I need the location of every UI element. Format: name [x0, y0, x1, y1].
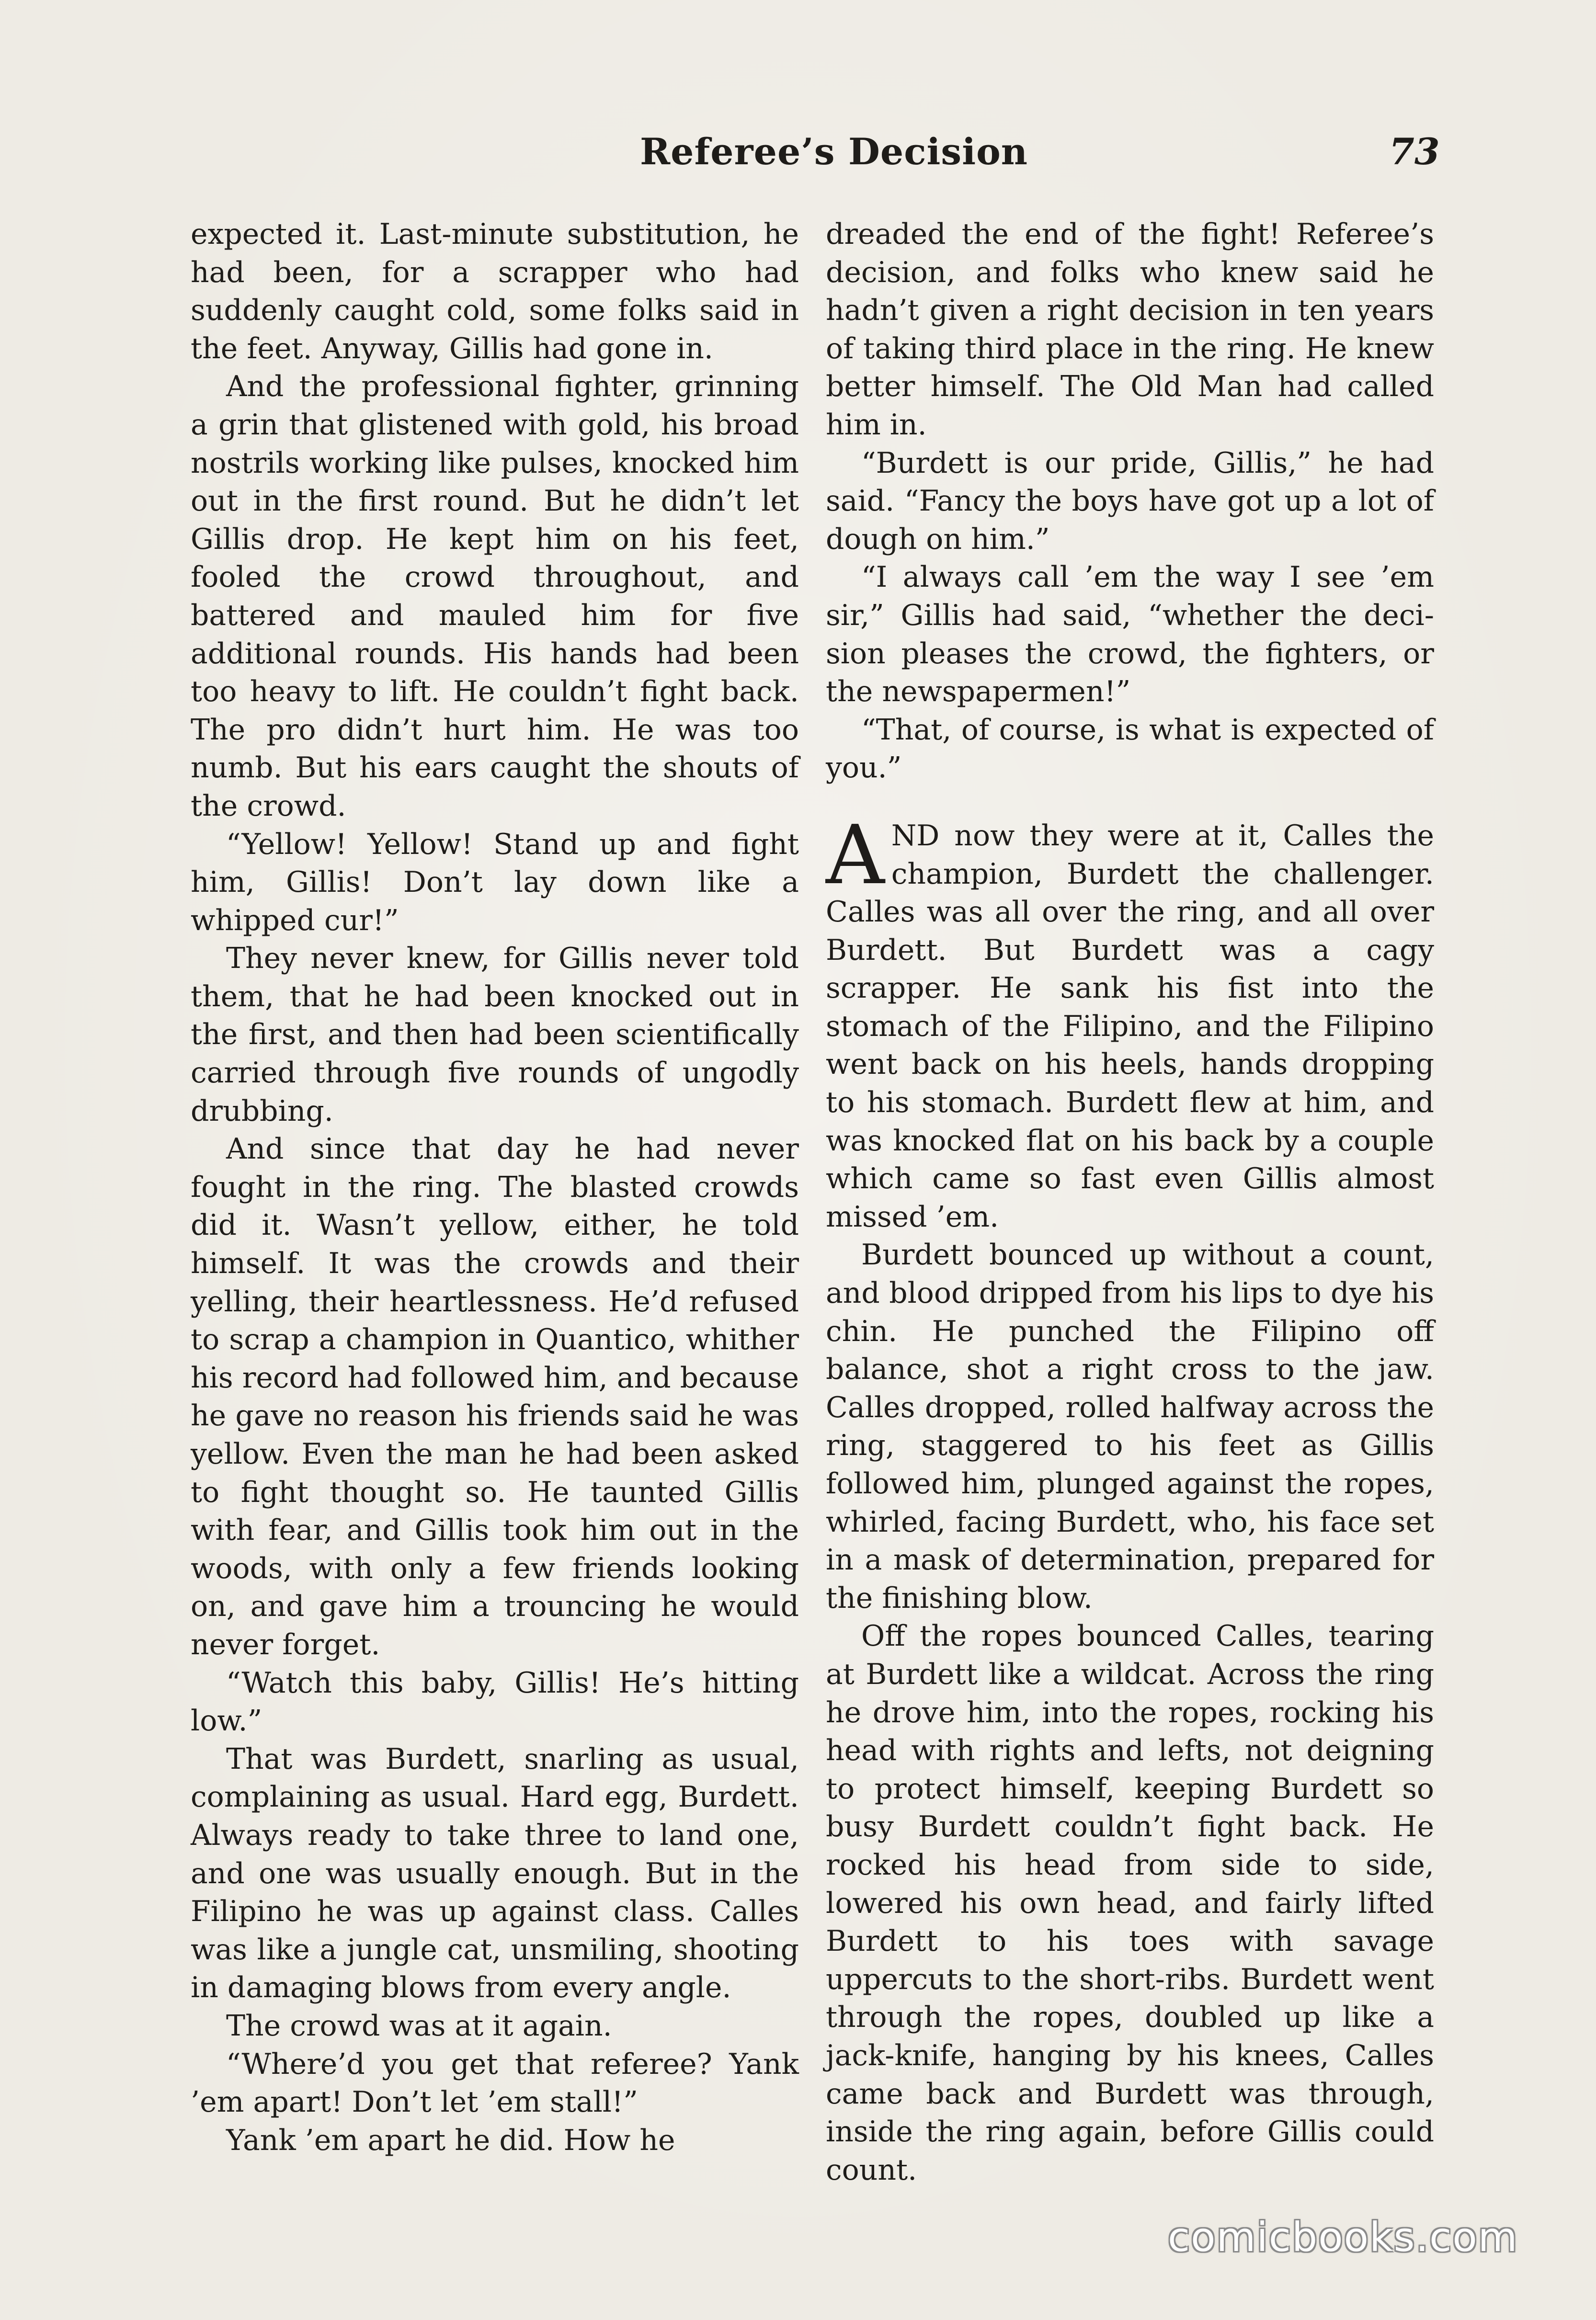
paragraph: Burdett bounced up without a count, and blood dripped from his lips to dye his chin. He punched the Filipino off balance, shot a right cross to the jaw. Calles dropped, rolled halfway across the ring, staggered to his feet as Gillis followed him, plunged against the ropes, whirled, facing Burdett, who, his face set in a mask of determination, prepared for the finishing blow. — [826, 1238, 1434, 1615]
paragraph: expected it. Last-minute substitution, he had been, for a scrapper who had suddenly caught cold, some folks said in the feet. Anyway, Gillis had gone in. — [191, 217, 799, 365]
paragraph: They never knew, for Gillis never told them, that he had been knocked out in the first, and then had been scientifically carried through five rounds of ungodly drubbing. — [191, 942, 799, 1128]
paragraph: “Where’d you get that referee? Yank ’em apart! Don’t let ’em stall!” — [191, 2047, 799, 2119]
right-column — [826, 216, 1434, 2189]
paragraph: “Yellow! Yellow! Stand up and fight him, Gillis! Don’t lay down like a whipped cur!” — [191, 827, 799, 937]
page-header — [0, 125, 1596, 183]
paragraph: Yank ’em apart he did. How he — [226, 2123, 675, 2157]
paragraph: “Burdett is our pride, Gillis,” he had said. “Fancy the boys have got up a lot of dough on him.” — [826, 446, 1434, 556]
paragraph: “Watch this baby, Gillis! He’s hitting low.” — [191, 1666, 799, 1738]
paragraph: dreaded the end of the fight! Referee’s decision, and folks who knew said he hadn’t given a right decision in ten years of taking third place in the ring. He knew better himself. The Old Man had called him in. — [826, 217, 1434, 442]
paragraph: Off the ropes bounced Calles, tearing at Burdett like a wildcat. Across the ring he drove him, into the ropes, rocking his head with rights and lefts, not deigning to protect himself, keeping Burdett so busy Burdett couldn’t fight back. He rocked his head from side to side, lowered his own head, and fairly lifted Burdett to his toes with savage uppercuts to the short-ribs. Burdett went through the ropes, doubled up like a jack-knife, hanging by his knees, Calles came back and Burdett was through, inside the ring again, before Gillis could count. — [826, 1619, 1434, 2187]
page-number: 73 — [1389, 130, 1440, 173]
section-opening-paragraph — [826, 807, 1434, 1237]
watermark: comicbooks.com — [1168, 2214, 1518, 2261]
paragraph: That was Burdett, snarling as usual, complaining as usual. Hard egg, Burdett. Always ready to take three to land one, and one was usually enough. But in the Filipino he was up against class. Calles was like a jungle cat, unsmiling, shooting in damaging blows from every angle. — [191, 1742, 799, 2005]
paragraph: The crowd was at it again. — [226, 2009, 612, 2043]
section-break — [826, 787, 1434, 817]
paragraph: “I always call ’em the way I see ’em sir,” Gillis had said, “whether the decision pleases the crowd, the fighters, or the newspapermen!” — [826, 560, 1434, 709]
section-opening-text: ND now they were at it, Calles the champion, Burdett the challenger. Calles was all over the ring, and all over Burdett. But Burdett was a cagy scrapper. He sank his fist into the stomach of the Filipino, and the Filipino went back on his heels, hands dropping to his stomach. Burdett flew at him, and was knocked flat on his back by a couple which came so fast even Gillis almost missed ’em. — [826, 819, 1434, 1234]
paragraph: And since that day he had never fought in the ring. The blasted crowds did it. Wasn’t yellow, either, he told himself. It was the crowds and their yelling, their heartlessness. He’d refused to scrap a champion in Quantico, whither his record had followed him, and because he gave no reason his friends said he was yellow. Even the man he had been asked to fight thought so. He taunted Gillis with fear, and Gillis took him out in the woods, with only a few friends looking on, and gave him a trouncing he would never forget. — [191, 1132, 799, 1661]
paragraph: And the professional fighter, grinning a grin that glistened with gold, his broad nostrils working like pulses, knocked him out in the first round. But he didn’t let Gillis drop. He kept him on his feet, fooled the crowd throughout, and battered and mauled him for five additional rounds. His hands had been too heavy to lift. He couldn’t fight back. The pro didn’t hurt him. He was too numb. But his ears caught the shouts of the crowd. — [191, 370, 799, 823]
left-column — [191, 216, 799, 2160]
drop-cap: A — [826, 807, 885, 903]
paragraph: “That, of course, is what is expected of you.” — [826, 713, 1434, 785]
running-head: Referee’s Decision — [640, 130, 1028, 173]
